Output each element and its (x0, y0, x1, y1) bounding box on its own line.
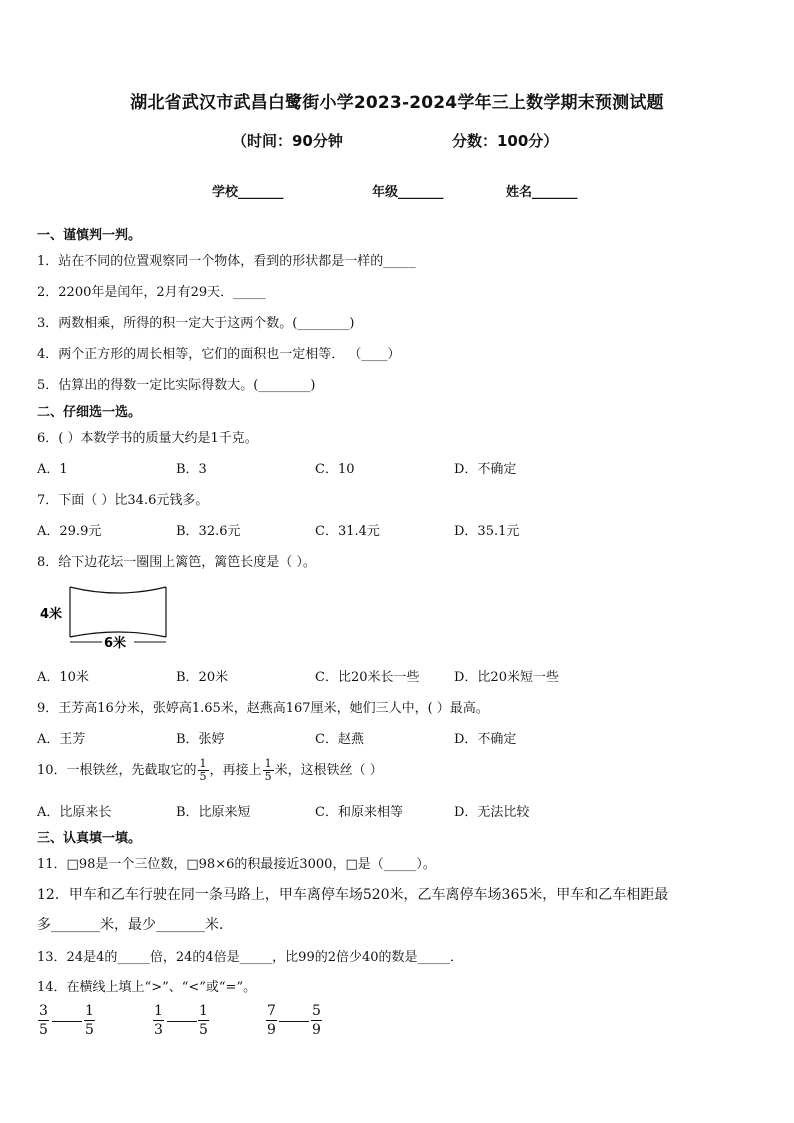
q10-fraction-1 (198, 758, 209, 783)
q14-pair-3-left-fraction (266, 1002, 277, 1039)
q6-option-c: C．10 (315, 462, 355, 477)
q14-pair-2-left-fraction (153, 1002, 164, 1039)
question-12-line-1: 12．甲车和乙车行驶在同一条马路上，甲车离停车场520米，乙车离停车场365米，甲车和乙车相距最 (37, 887, 669, 903)
denominator: 9 (312, 1022, 321, 1038)
page-title: 湖北省武汉市武昌白鹭街小学2023-2024学年三上数学期末预测试题 (130, 93, 664, 113)
q9-option-c: C．赵燕 (315, 732, 364, 747)
figure-width-label: 6米 (104, 636, 127, 651)
denominator: 5 (199, 1022, 208, 1038)
numerator: 1 (199, 1003, 208, 1019)
q7-option-b: B．32.6元 (176, 524, 241, 539)
question-4: 4．两个正方形的周长相等，它们的面积也一定相等． （____） (37, 347, 401, 362)
section-heading-fill: 三、认真填一填。 (37, 831, 142, 846)
question-2: 2．2200年是闰年，2月有29天．_____ (37, 285, 266, 300)
q10-text-part2: ，再接上 (209, 763, 262, 778)
q10-fraction-2-numerator: 1 (264, 757, 272, 770)
q9-option-d: D．不确定 (454, 732, 517, 747)
question-8: 8．给下边花坛一圈围上篱笆，篱笆长度是（ ）。 (37, 555, 316, 570)
question-3: 3．两数相乘，所得的积一定大于这两个数。(________) (37, 316, 355, 331)
denominator: 9 (267, 1022, 276, 1038)
q6-option-b: B．3 (176, 462, 207, 477)
q6-option-d: D．不确定 (454, 462, 517, 477)
question-12-line-2: 多_______米，最少_______米． (37, 917, 233, 933)
q10-fraction-1-numerator: 1 (199, 757, 207, 770)
q10-text-part3: 米，这根铁丝（ ） (274, 763, 383, 778)
question-1: 1．站在不同的位置观察同一个物体，看到的形状都是一样的_____ (37, 254, 416, 269)
name-field: 姓名_______ (506, 185, 578, 200)
question-10 (37, 758, 383, 783)
question-13: 13．24是4的_____倍，24的4倍是_____，比99的2倍少40的数是_____． (37, 950, 464, 965)
q8-option-d: D．比20米短一些 (454, 670, 559, 685)
q14-pair-1-answer-blank[interactable] (52, 1021, 82, 1022)
question-6: 6．( ）本数学书的质量大约是1千克。 (37, 431, 258, 446)
q10-fraction-2-denominator: 5 (264, 770, 272, 783)
school-field: 学校_______ (212, 185, 284, 200)
q7-option-a: A．29.9元 (37, 524, 102, 539)
numerator: 1 (154, 1003, 163, 1019)
q9-option-b: B．张婷 (176, 732, 225, 747)
question-5: 5．估算出的得数一定比实际得数大。(________) (37, 378, 316, 393)
section-heading-choose: 二、仔细选一选。 (37, 405, 142, 420)
numerator: 7 (267, 1003, 276, 1019)
flowerbed-figure (38, 582, 178, 652)
q9-option-a: A．王芳 (37, 732, 86, 747)
q14-pair-1-right-fraction (84, 1002, 95, 1039)
q10-option-c: C．和原来相等 (315, 805, 403, 820)
q7-option-d: D．35.1元 (454, 524, 520, 539)
question-14: 14．在横线上填上“>”、“<”或“=”。 (37, 980, 257, 995)
question-9: 9．王芳高16分米，张婷高1.65米，赵燕高167厘米，她们三人中，( ）最高。 (37, 701, 489, 716)
numerator: 3 (39, 1003, 48, 1019)
q8-option-c: C．比20米长一些 (315, 670, 420, 685)
q10-fraction-2 (263, 758, 274, 783)
grade-field: 年级_______ (372, 185, 444, 200)
exam-time: （时间：90分钟 (232, 132, 343, 150)
q14-pair-2-answer-blank[interactable] (167, 1021, 197, 1022)
q7-option-c: C．31.4元 (315, 524, 380, 539)
q14-pair-1-left-fraction (38, 1002, 49, 1039)
figure-height-label: 4米 (40, 607, 63, 622)
question-7: 7．下面（ ）比34.6元钱多。 (37, 493, 209, 508)
exam-score: 分数：100分） (452, 132, 559, 150)
q10-text-part1: 10．一根铁丝，先截取它的 (37, 763, 197, 778)
q8-option-b: B．20米 (176, 670, 229, 685)
denominator: 3 (154, 1022, 163, 1038)
denominator: 5 (85, 1022, 94, 1038)
q14-pair-3-right-fraction (311, 1002, 322, 1039)
numerator: 1 (85, 1003, 94, 1019)
section-heading-judge: 一、谨慎判一判。 (37, 228, 142, 243)
q10-option-d: D．无法比较 (454, 805, 530, 820)
q10-fraction-1-denominator: 5 (199, 770, 207, 783)
q14-pair-2-right-fraction (198, 1002, 209, 1039)
denominator: 5 (39, 1022, 48, 1038)
q6-option-a: A．1 (37, 462, 68, 477)
q10-option-a: A．比原来长 (37, 805, 112, 820)
question-11: 11．□98是一个三位数，□98×6的积最接近3000，□是（_____）。 (37, 857, 436, 872)
numerator: 5 (312, 1003, 321, 1019)
q8-option-a: A．10米 (37, 670, 89, 685)
q10-option-b: B．比原来短 (176, 805, 251, 820)
q14-pair-3-answer-blank[interactable] (279, 1021, 309, 1022)
